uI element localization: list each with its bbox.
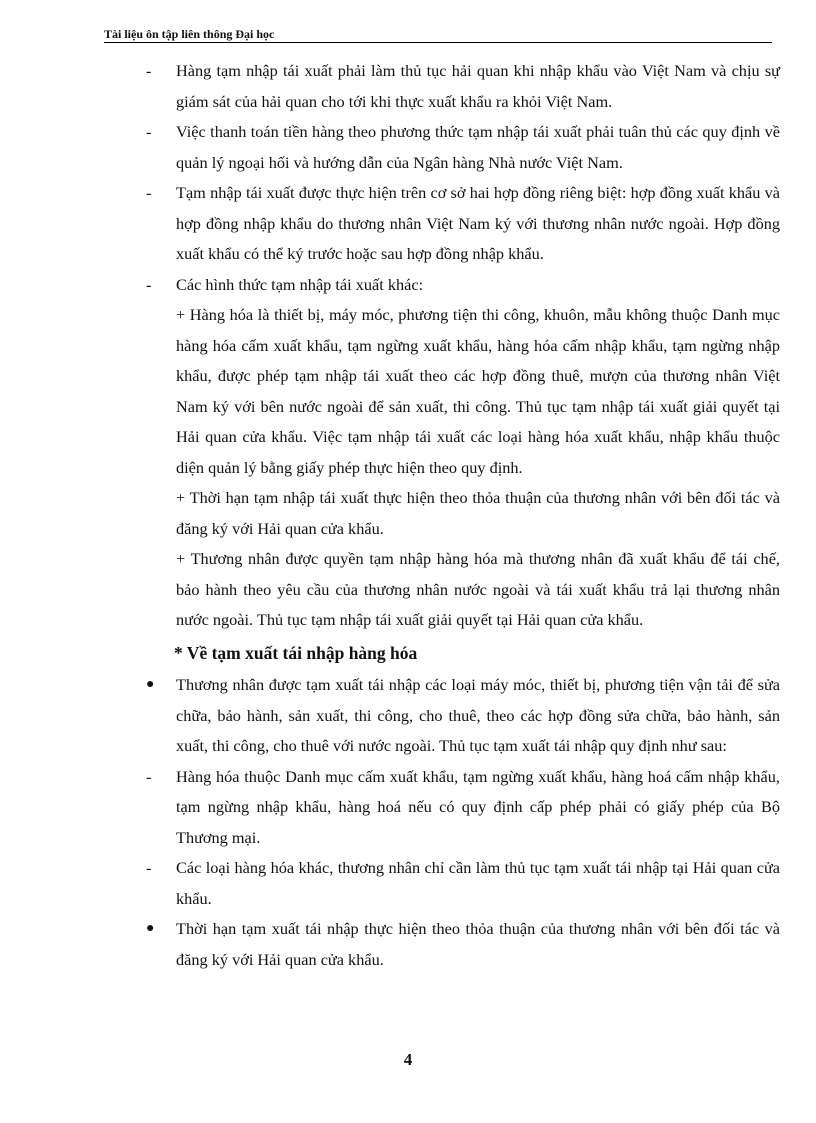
dash-marker: - [146, 183, 152, 202]
plus-paragraph: + Hàng hóa là thiết bị, máy móc, phương tiện thi công, khuôn, mẫu không thuộc Danh mục hàng hóa cấm xuất khẩu, tạm ngừng xuất khẩu, hàng hóa cấm nhập khẩu, tạm ngừng nhập khẩu, được phép tạm nhập tái xuất theo các hợp đồng thuê, mượn của thương nhân Việt Nam ký với bên nước ngoài để sản xuất, thi công. Thủ tục tạm nhập tái xuất giải quyết tại Hải quan cửa khẩu. Việc tạm nhập tái xuất các loại hàng hóa xuất khẩu, nhập khẩu thuộc diện quản lý bằng giấy phép thực hiện theo quy định. [176, 305, 780, 477]
list-item-text: Việc thanh toán tiền hàng theo phương thức tạm nhập tái xuất phải tuân thủ các quy định về quản lý ngoại hối và hướng dẫn của Ngân hàng Nhà nước Việt Nam. [176, 122, 780, 172]
plus-paragraph: + Thời hạn tạm nhập tái xuất thực hiện theo thỏa thuận của thương nhân với bên đối tác và đăng ký với Hải quan cửa khẩu. [176, 488, 780, 538]
header-title: Tài liệu ôn tập liên thông Đại học [104, 27, 275, 41]
list-item-text: Hàng tạm nhập tái xuất phải làm thủ tục hải quan khi nhập khẩu vào Việt Nam và chịu sự giám sát của hải quan cho tới khi thực xuất khẩu ra khỏi Việt Nam. [176, 61, 780, 111]
dash-marker: - [146, 766, 152, 786]
list-item-text: Hàng hóa thuộc Danh mục cấm xuất khẩu, tạm ngừng xuất khẩu, hàng hoá cấm nhập khẩu, tạm ngừng nhập khẩu, hàng hoá nếu có quy định cấp phép phải có giấy phép của Bộ Thương mại. [176, 766, 780, 847]
section-heading: * Về tạm xuất tái nhập hàng hóa [174, 642, 418, 663]
dash-marker: - [146, 274, 152, 294]
list-item-text: Thương nhân được tạm xuất tái nhập các loại máy móc, thiết bị, phương tiện vận tải để sửa chữa, bảo hành, sản xuất, thi công, cho thuê, theo các hợp đồng sửa chữa, bảo hành, sản xuất, thi công, cho thuê với nước ngoài. Thủ tục tạm xuất tái nhập quy định như sau: [176, 675, 780, 755]
dash-list-item [146, 270, 780, 301]
page-header [104, 24, 772, 43]
dash-list-item [146, 853, 780, 914]
bullet-marker: ● [146, 677, 155, 692]
list-item-text: Các loại hàng hóa khác, thương nhân chỉ cần làm thủ tục tạm xuất tái nhập tại Hải quan cửa khẩu. [176, 858, 780, 908]
dash-list-item [146, 117, 780, 178]
dash-list-item [146, 56, 780, 117]
list-item-text: Các hình thức tạm nhập tái xuất khác: [176, 274, 424, 294]
bullet-list-item [146, 670, 780, 762]
page-number: 4 [403, 1050, 413, 1069]
dash-list-item [146, 178, 780, 270]
bullet-marker: ● [146, 921, 155, 936]
bullet-list-item [146, 914, 780, 975]
dash-marker: - [146, 61, 152, 80]
dash-marker: - [146, 858, 152, 877]
dash-list-item [146, 762, 780, 854]
list-item-text: Thời hạn tạm xuất tái nhập thực hiện theo thỏa thuận của thương nhân với bên đối tác và đăng ký với Hải quan cửa khẩu. [176, 919, 780, 969]
document-body [146, 56, 780, 975]
plus-paragraph: + Thương nhân được quyền tạm nhập hàng hóa mà thương nhân đã xuất khẩu để tái chế, bảo hành theo yêu cầu của thương nhân nước ngoài và tái xuất khẩu trả lại thương nhân nước ngoài. Thủ tục tạm nhập tái xuất giải quyết tại Hải quan cửa khẩu. [176, 549, 780, 629]
dash-marker: - [146, 122, 152, 141]
list-item-text: Tạm nhập tái xuất được thực hiện trên cơ sở hai hợp đồng riêng biệt: hợp đồng xuất khẩu và hợp đồng nhập khẩu do thương nhân Việt Nam ký với thương nhân nước ngoài. Hợp đồng xuất khẩu có thể ký trước hoặc sau hợp đồng nhập khẩu. [176, 183, 780, 263]
